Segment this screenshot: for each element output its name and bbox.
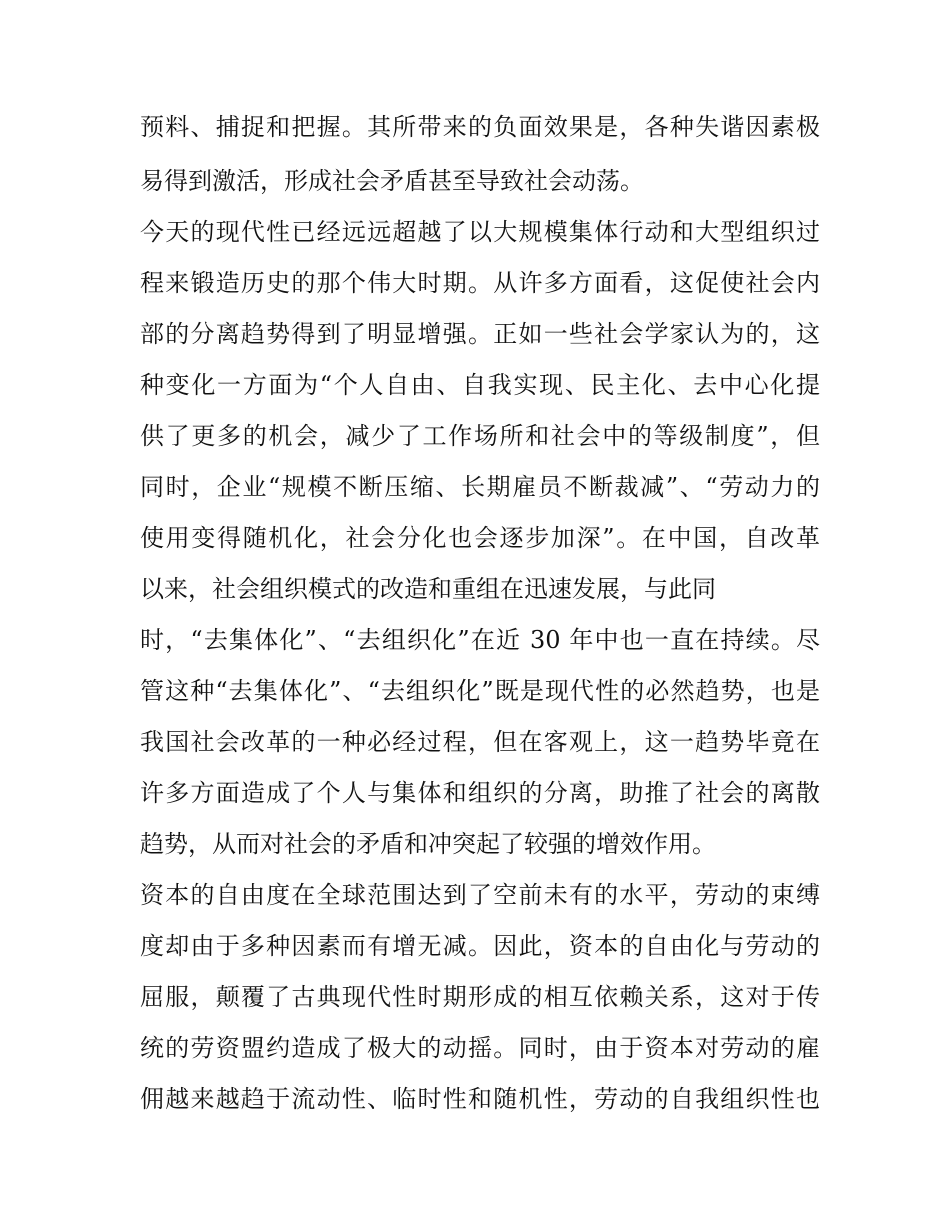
text-line-12: 管这种“去集体化”、“去组织化”既是现代性的必然趋势，也是 bbox=[140, 677, 820, 705]
text-line-3: 今天的现代性已经远远超越了以大规模集体行动和大型组织过 bbox=[140, 218, 820, 246]
text-line-11: 时，“去集体化”、“去组织化”在近 30 年中也一直在持续。尽 bbox=[140, 626, 820, 654]
text-line-8: 同时，企业“规模不断压缩、长期雇员不断裁减”、“劳动力的 bbox=[140, 473, 820, 501]
text-line-15: 趋势，从而对社会的矛盾和冲突起了较强的增效作用。 bbox=[140, 830, 716, 858]
text-line-17: 度却由于多种因素而有增无减。因此，资本的自由化与劳动的 bbox=[140, 932, 820, 960]
text-line-5: 部的分离趋势得到了明显增强。正如一些社会学家认为的，这 bbox=[140, 320, 820, 348]
text-line-9: 使用变得随机化，社会分化也会逐步加深”。在中国，自改革 bbox=[140, 524, 820, 552]
text-line-2: 易得到激活，形成社会矛盾甚至导致社会动荡。 bbox=[140, 167, 644, 195]
text-line-20: 佣越来越趋于流动性、临时性和随机性，劳动的自我组织性也 bbox=[140, 1085, 820, 1113]
text-line-10: 以来，社会组织模式的改造和重组在迅速发展，与此同 bbox=[140, 575, 716, 603]
text-line-6: 种变化一方面为“个人自由、自我实现、民主化、去中心化提 bbox=[140, 371, 820, 399]
text-line-18: 屈服，颠覆了古典现代性时期形成的相互依赖关系，这对于传 bbox=[140, 983, 820, 1011]
text-line-16: 资本的自由度在全球范围达到了空前未有的水平，劳动的束缚 bbox=[140, 881, 820, 909]
text-line-14: 许多方面造成了个人与集体和组织的分离，助推了社会的离散 bbox=[140, 779, 820, 807]
text-line-1: 预料、捕捉和把握。其所带来的负面效果是，各种失谐因素极 bbox=[140, 113, 820, 141]
text-line-19: 统的劳资盟约造成了极大的动摇。同时，由于资本对劳动的雇 bbox=[140, 1034, 820, 1062]
text-line-13: 我国社会改革的一种必经过程，但在客观上，这一趋势毕竟在 bbox=[140, 728, 820, 756]
text-line-7: 供了更多的机会，减少了工作场所和社会中的等级制度”，但 bbox=[140, 422, 820, 450]
text-line-4: 程来锻造历史的那个伟大时期。从许多方面看，这促使社会内 bbox=[140, 269, 820, 297]
